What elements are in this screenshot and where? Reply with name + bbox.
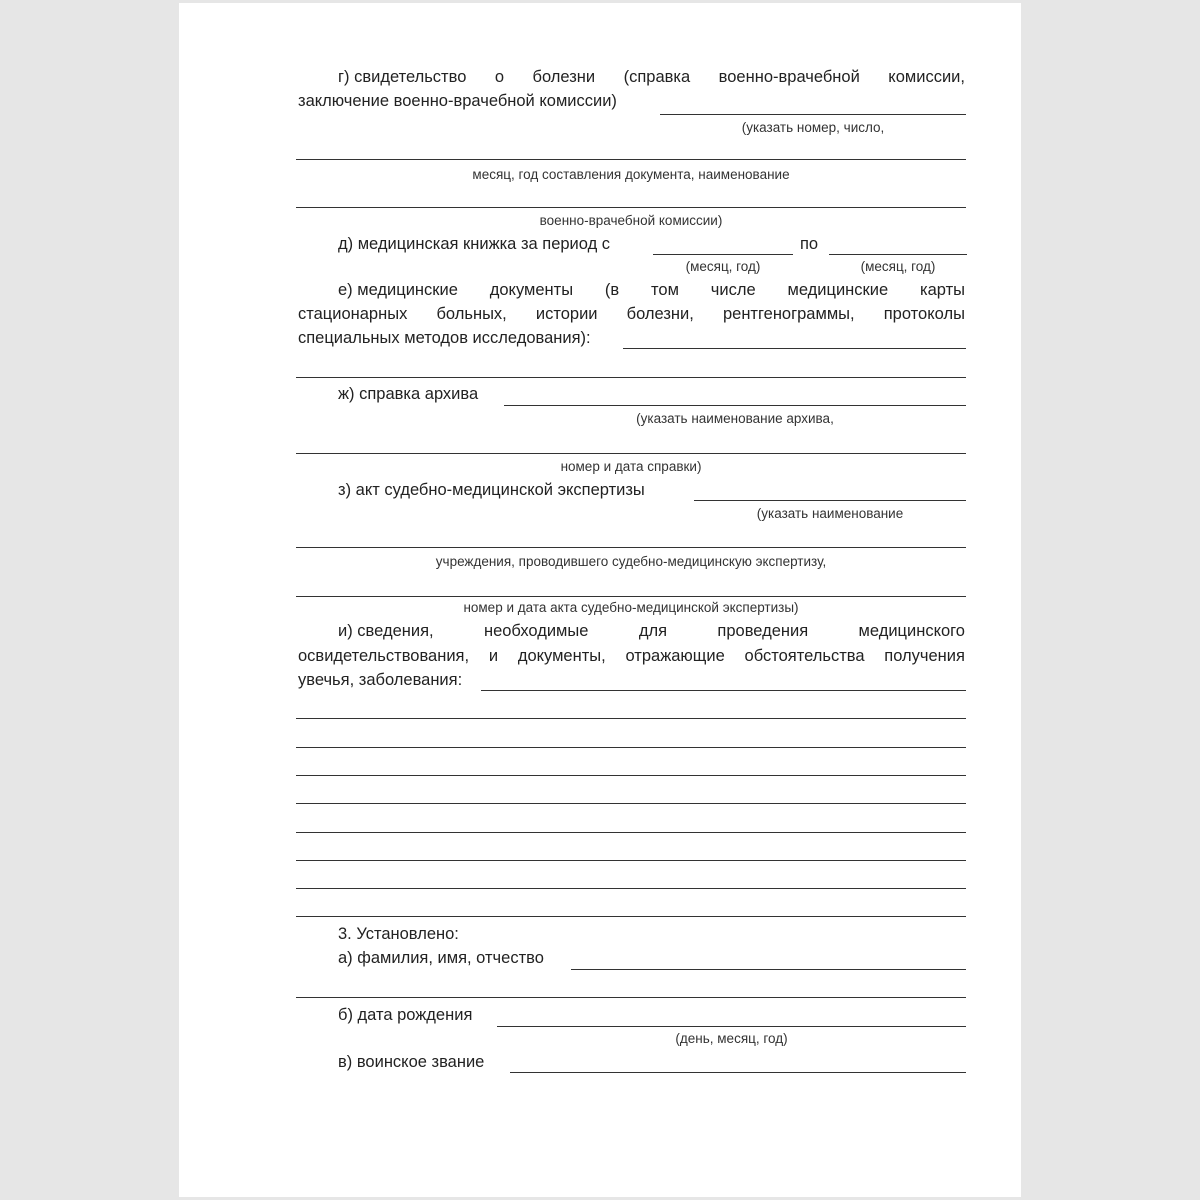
fill-line[interactable] — [296, 803, 966, 804]
word: (справка — [623, 68, 691, 86]
item-g-line2: заключение военно-врачебной комиссии) — [298, 92, 617, 110]
item-e-line3: специальных методов исследования): — [298, 329, 591, 347]
fill-line[interactable] — [296, 860, 966, 861]
fill-line[interactable] — [660, 114, 966, 115]
word: числе — [710, 281, 756, 299]
document-page — [179, 3, 1021, 1197]
caption: (день, месяц, год) — [675, 1031, 788, 1046]
fill-line[interactable] — [481, 690, 966, 691]
fill-line[interactable] — [623, 348, 966, 349]
fill-line[interactable] — [296, 596, 966, 597]
caption: (месяц, год) — [860, 259, 936, 274]
fill-line[interactable] — [694, 500, 966, 501]
word: истории — [535, 305, 598, 323]
caption: месяц, год составления документа, наименование — [472, 167, 790, 182]
word: протоколы — [883, 305, 965, 323]
fill-line[interactable] — [296, 207, 966, 208]
fill-line[interactable] — [296, 453, 966, 454]
caption: (указать наименование — [756, 506, 904, 521]
fill-line[interactable] — [296, 916, 966, 917]
fill-line[interactable] — [296, 888, 966, 889]
item-e-line2 — [298, 303, 965, 325]
item-zh-label: ж) справка архива — [338, 385, 479, 403]
fill-line[interactable] — [504, 405, 966, 406]
caption: учреждения, проводившего судебно-медицинскую экспертизу, — [435, 554, 827, 569]
fill-line[interactable] — [510, 1072, 966, 1073]
word: рентгенограммы, — [722, 305, 855, 323]
fill-line[interactable] — [296, 159, 966, 160]
item-a-label: а) фамилия, имя, отчество — [338, 949, 544, 967]
caption: номер и дата акта судебно-медицинской экспертизы) — [463, 600, 799, 615]
word: для — [638, 622, 668, 640]
item-v-label: в) воинское звание — [338, 1053, 485, 1071]
fill-line[interactable] — [571, 969, 966, 970]
section-3-heading: 3. Установлено: — [338, 925, 459, 943]
fill-line-from[interactable] — [653, 254, 793, 255]
word: военно-врачебной — [718, 68, 860, 86]
fill-line[interactable] — [296, 832, 966, 833]
word: больных, — [436, 305, 507, 323]
caption: (месяц, год) — [685, 259, 761, 274]
fill-line[interactable] — [296, 377, 966, 378]
word: стационарных — [298, 305, 408, 323]
word: необходимые — [483, 622, 589, 640]
item-b-label: б) дата рождения — [338, 1006, 473, 1024]
word: документы — [489, 281, 574, 299]
word: и — [488, 647, 499, 665]
item-e-line1 — [338, 279, 965, 301]
fill-line[interactable] — [296, 775, 966, 776]
word: документы, — [517, 647, 606, 665]
word: комиссии, — [888, 68, 965, 86]
item-z-label: з) акт судебно-медицинской экспертизы — [338, 481, 645, 499]
word: освидетельствования, — [298, 647, 470, 665]
word: том — [651, 281, 679, 299]
word: проведения — [717, 622, 809, 640]
item-d-label: д) медицинская книжка за период с — [338, 235, 611, 253]
item-i-line3: увечья, заболевания: — [298, 671, 463, 689]
word: карты — [920, 281, 965, 299]
item-i-line2 — [298, 645, 965, 667]
fill-line[interactable] — [296, 718, 966, 719]
word: е) медицинские — [338, 281, 458, 299]
fill-line-to[interactable] — [829, 254, 967, 255]
word: болезни, — [626, 305, 694, 323]
fill-line[interactable] — [497, 1026, 966, 1027]
item-i-line1 — [338, 620, 965, 642]
word: о — [494, 68, 505, 86]
word: и) сведения, — [338, 622, 434, 640]
word: обстоятельства — [744, 647, 865, 665]
word: получения — [884, 647, 965, 665]
fill-line[interactable] — [296, 547, 966, 548]
word: отражающие — [625, 647, 725, 665]
word: медицинского — [858, 622, 965, 640]
fill-line[interactable] — [296, 997, 966, 998]
caption: (указать номер, число, — [741, 120, 885, 135]
word: медицинские — [787, 281, 889, 299]
word: г) свидетельство — [338, 68, 467, 86]
caption: номер и дата справки) — [560, 459, 702, 474]
caption: (указать наименование архива, — [636, 411, 834, 426]
word: болезни — [532, 68, 596, 86]
item-d-po: по — [800, 235, 819, 253]
fill-line[interactable] — [296, 747, 966, 748]
caption: военно-врачебной комиссии) — [539, 213, 723, 228]
item-g-line1 — [338, 66, 965, 88]
word: (в — [604, 281, 620, 299]
